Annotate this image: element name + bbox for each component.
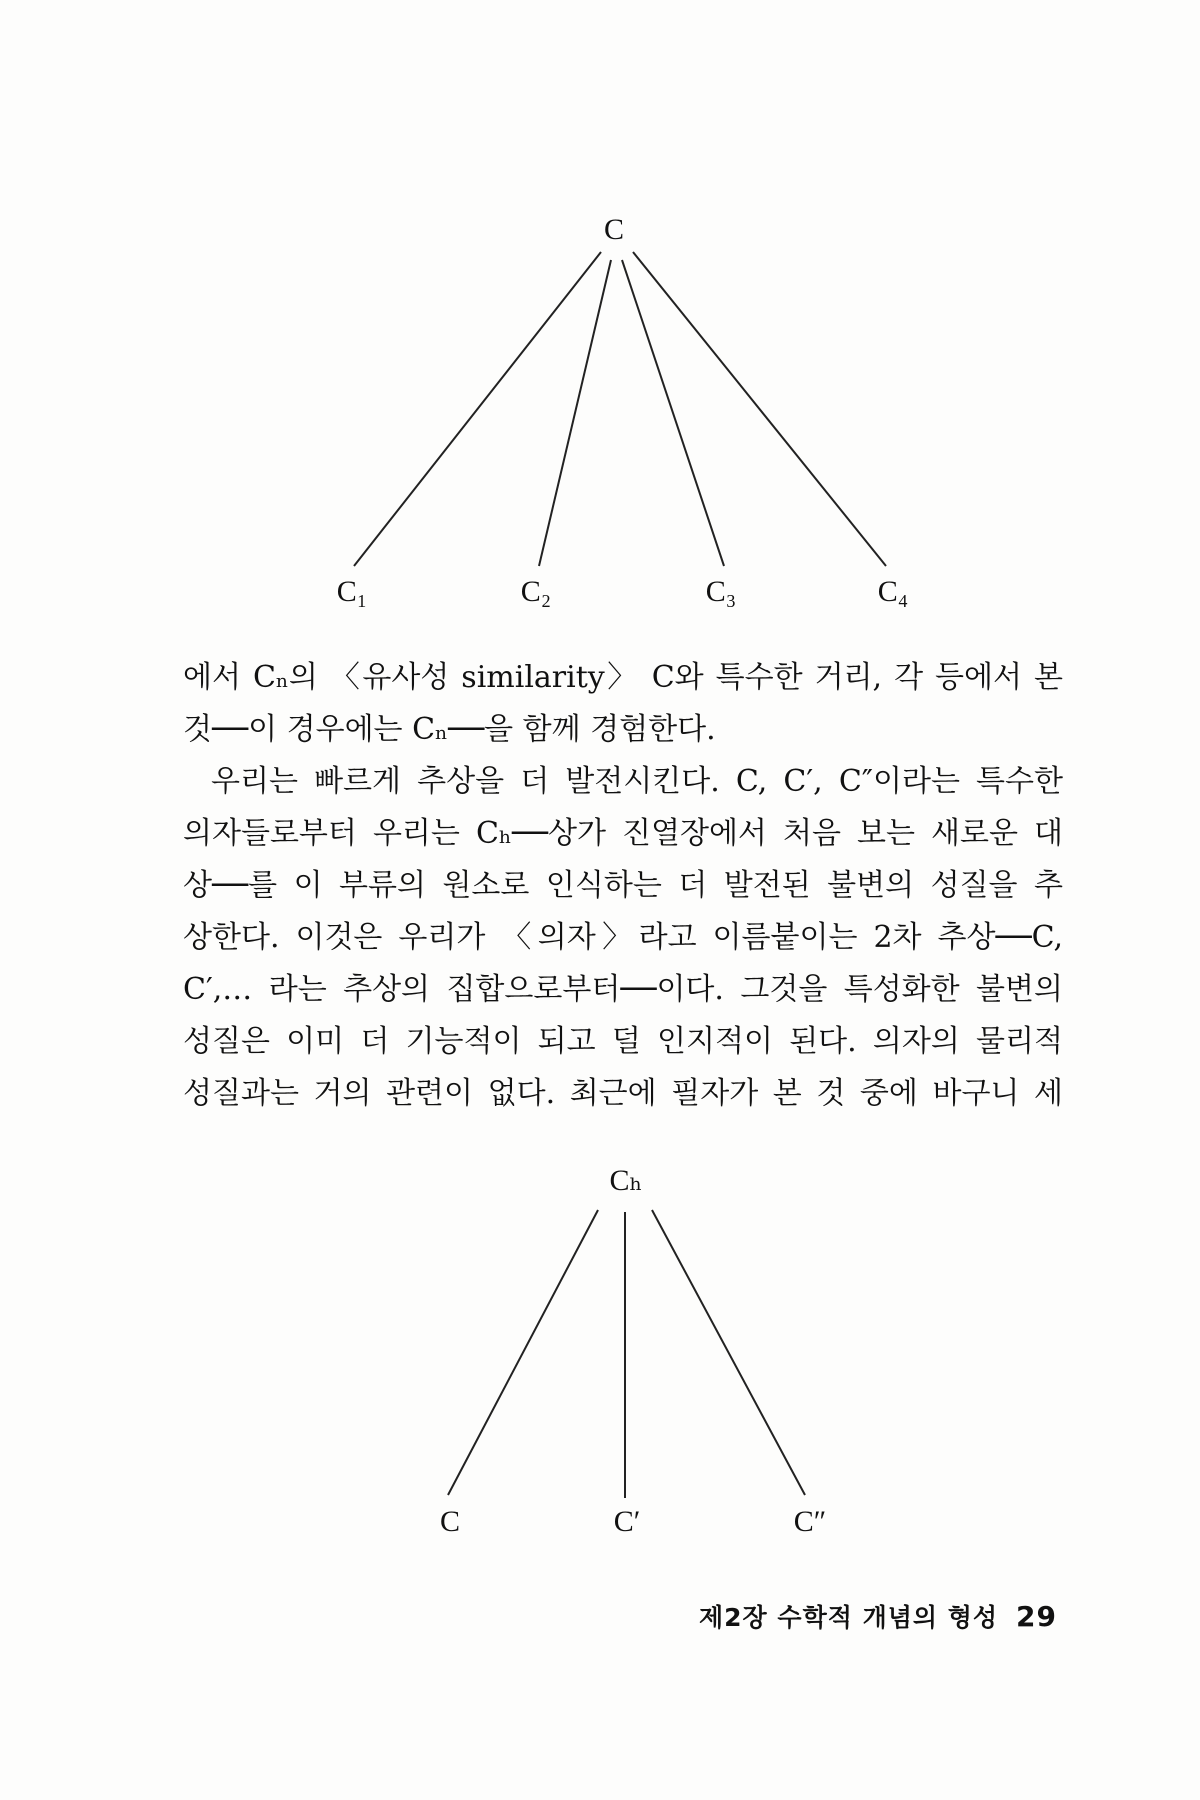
text-line-1: 에서 Cₙ의 〈유사성 similarity〉 C와 특수한 거리, 각 등에서 본 bbox=[183, 660, 1063, 695]
top-tree-lines bbox=[0, 0, 1200, 620]
body-text bbox=[183, 652, 1063, 1120]
tree-root-ch: Cₕ bbox=[609, 1164, 643, 1197]
chapter-title: 제2장 수학적 개념의 형성 bbox=[699, 1603, 999, 1632]
bottom-tree-diagram bbox=[0, 1140, 1200, 1560]
text-line-5: 상──를 이 부류의 원소로 인식하는 더 발전된 불변의 성질을 추 bbox=[183, 868, 1063, 903]
text-line-9: 성질과는 거의 관련이 없다. 최근에 필자가 본 것 중에 바구니 세 bbox=[183, 1076, 1063, 1111]
tree-node-c: C bbox=[439, 1505, 461, 1538]
top-tree-diagram bbox=[0, 0, 1200, 620]
edge-ch-c bbox=[448, 1210, 598, 1495]
edge-c-c2 bbox=[539, 260, 611, 566]
text-line-6: 상한다. 이것은 우리가 〈의자〉라고 이름붙이는 2차 추상──C, bbox=[183, 920, 1063, 955]
tree-node-c4: C₄ bbox=[877, 575, 909, 608]
text-line-3: 우리는 빠르게 추상을 더 발전시킨다. C, C′, C″이라는 특수한 bbox=[211, 764, 1063, 799]
page-number: 29 bbox=[1016, 1600, 1057, 1633]
text-line-2: 것──이 경우에는 Cₙ──을 함께 경험한다. bbox=[183, 712, 716, 747]
edge-ch-cdoubleprime bbox=[652, 1210, 805, 1495]
page-footer bbox=[699, 1598, 1057, 1634]
text-line-7: C′,… 라는 추상의 집합으로부터──이다. 그것을 특성화한 불변의 bbox=[183, 972, 1063, 1007]
text-line-4: 의자들로부터 우리는 Cₕ──상가 진열장에서 처음 보는 새로운 대 bbox=[183, 816, 1063, 851]
tree-node-c2: C₂ bbox=[520, 575, 552, 608]
tree-node-c3: C₃ bbox=[705, 575, 737, 608]
tree-node-cprime: C′ bbox=[613, 1505, 641, 1538]
tree-node-cdoubleprime: C″ bbox=[793, 1505, 827, 1538]
tree-node-c1: C₁ bbox=[336, 575, 368, 608]
text-line-8: 성질은 이미 더 기능적이 되고 덜 인지적이 된다. 의자의 물리적 bbox=[183, 1024, 1063, 1059]
edge-c-c1 bbox=[354, 252, 601, 566]
bottom-tree-lines bbox=[0, 1140, 1200, 1560]
edge-c-c3 bbox=[622, 260, 724, 566]
tree-root-c: C bbox=[603, 213, 625, 246]
